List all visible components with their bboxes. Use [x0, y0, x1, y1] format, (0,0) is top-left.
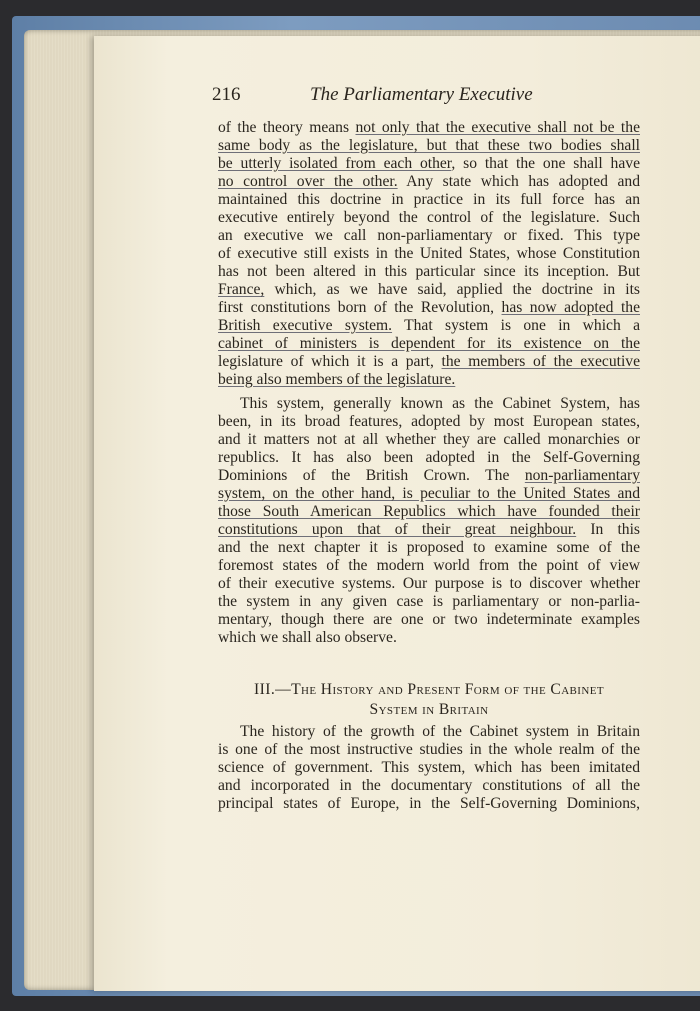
text-line: principal states of Europe, in the Self-Governing Dominions,: [218, 795, 640, 812]
text-line: Dominions of the British Crown. The non-parliamentary: [218, 467, 640, 484]
paragraph-2: [218, 395, 640, 647]
text-line: the system in any given case is parliamentary or non-parlia-: [218, 593, 640, 610]
text-line: France, which, as we have said, applied the doctrine in its: [218, 281, 640, 298]
text-line: same body as the legislature, but that these two bodies shall: [218, 137, 640, 154]
text-line: which we shall also observe.: [218, 629, 397, 646]
running-title: The Parliamentary Executive: [310, 84, 533, 105]
page-number: 216: [212, 84, 241, 105]
section-heading-line: III.—The History and Present Form of the Cabinet: [254, 681, 604, 698]
text-line: being also members of the legislature.: [218, 371, 456, 388]
text-line: first constitutions born of the Revolution, has now adopted the: [218, 299, 640, 316]
text-line: is one of the most instructive studies in the whole realm of the: [218, 741, 640, 758]
text-line: British executive system. That system is one in which a: [218, 317, 640, 334]
text-line: an executive we call non-parliamentary or fixed. This type: [218, 227, 640, 244]
text-line: legislature of which it is a part, the members of the executive: [218, 353, 641, 370]
text-line: those South American Republics which have founded their: [218, 503, 640, 520]
paragraph-3: [218, 723, 640, 813]
text-line: been, in its broad features, adopted by most European states,: [218, 413, 640, 430]
text-line: of their executive systems. Our purpose is to discover whether: [218, 575, 640, 592]
text-line: of the theory means not only that the executive shall not be the: [218, 119, 640, 136]
text-line: system, on the other hand, is peculiar to the United States and: [218, 485, 640, 502]
text-line: and it matters not at all whether they are called monarchies or: [218, 431, 640, 448]
section-heading: [218, 680, 640, 720]
section-heading-line: System in Britain: [369, 701, 489, 718]
text-line: no control over the other. Any state which has adopted and: [218, 173, 640, 190]
text-line: be utterly isolated from each other, so that the one shall have: [218, 155, 640, 172]
text-line: of executive still exists in the United States, whose Constitution: [218, 245, 640, 262]
text-line: and incorporated in the documentary constitutions of all the: [218, 777, 640, 794]
text-line: This system, generally known as the Cabinet System, has: [240, 395, 640, 412]
paragraph-1: [218, 119, 640, 389]
text-line: constitutions upon that of their great neighbour. In this: [218, 521, 640, 538]
text-line: cabinet of ministers is dependent for its existence on the: [218, 335, 640, 352]
text-line: The history of the growth of the Cabinet system in Britain: [240, 723, 640, 740]
text-line: executive entirely beyond the control of the legislature. Such: [218, 209, 640, 226]
text-line: maintained this doctrine in practice in its full force has an: [218, 191, 640, 208]
text-line: has not been altered in this particular since its inception. But: [218, 263, 640, 280]
text-line: foremost states of the modern world from the point of view: [218, 557, 640, 574]
text-line: republics. It has also been adopted in the Self-Governing: [218, 449, 640, 466]
text-line: mentary, though there are one or two indeterminate examples: [218, 611, 640, 628]
page-header: [212, 84, 642, 108]
text-line: science of government. This system, which has been imitated: [218, 759, 640, 776]
text-line: and the next chapter it is proposed to examine some of the: [218, 539, 640, 556]
